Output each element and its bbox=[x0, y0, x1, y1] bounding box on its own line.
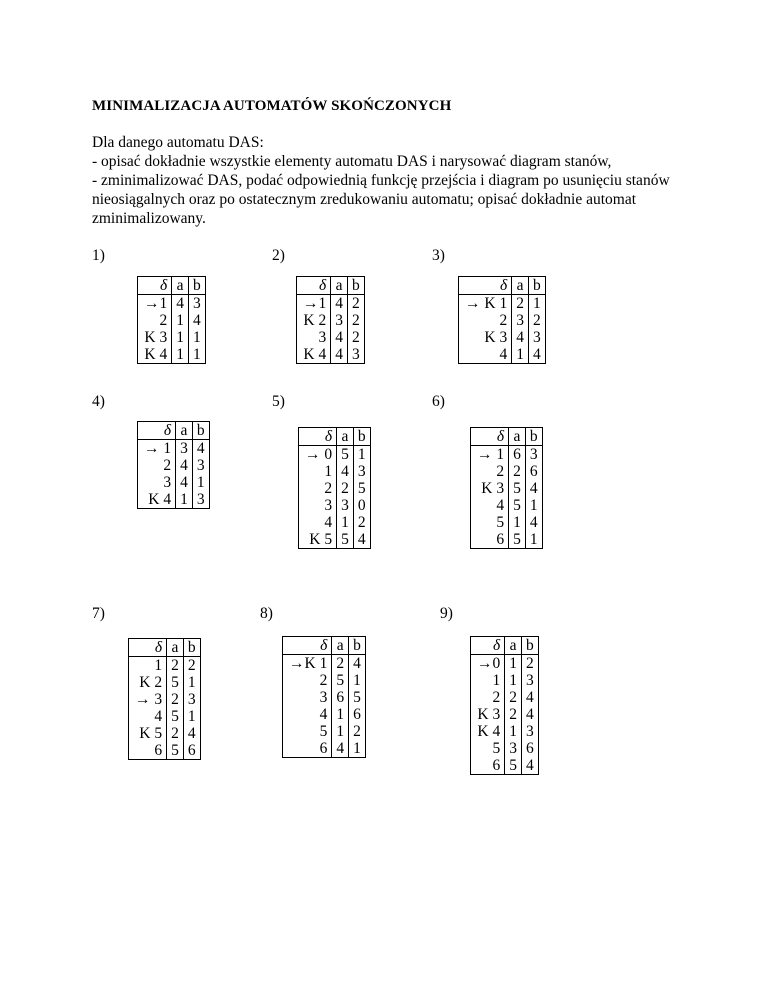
transition-cell: 4 bbox=[187, 725, 196, 742]
transition-cell: 5 bbox=[513, 497, 521, 514]
b-column bbox=[348, 295, 365, 364]
table-body-row bbox=[138, 440, 210, 509]
transition-cell: 2 bbox=[509, 689, 517, 706]
transition-cell: 3 bbox=[335, 312, 343, 329]
state-cell: K 3 bbox=[484, 329, 508, 346]
transition-cell: 4 bbox=[335, 329, 343, 346]
transition-cell: 2 bbox=[171, 657, 179, 674]
state-cell: K 3 bbox=[144, 329, 168, 346]
state-cell: → 1 bbox=[477, 446, 505, 463]
header-b: b bbox=[348, 277, 365, 295]
transition-cell: 1 bbox=[196, 474, 205, 491]
transition-cell: 5 bbox=[513, 531, 521, 548]
transition-table-2 bbox=[296, 276, 365, 364]
header-delta: δ bbox=[129, 639, 167, 657]
transition-cell: 1 bbox=[509, 655, 517, 672]
header-a: a bbox=[172, 277, 189, 295]
transition-cell: 2 bbox=[357, 514, 366, 531]
state-cell: 4 bbox=[319, 706, 328, 723]
transition-cell: 1 bbox=[529, 497, 538, 514]
transition-cell: 5 bbox=[171, 742, 179, 759]
transition-cell: 2 bbox=[352, 312, 360, 329]
state-cell: → 0 bbox=[305, 446, 333, 463]
b-column bbox=[349, 655, 366, 758]
transition-cell: 3 bbox=[352, 346, 360, 363]
header-delta: δ bbox=[283, 637, 332, 655]
table-header-row bbox=[138, 277, 206, 295]
state-cell: K 4 bbox=[144, 346, 168, 363]
header-b: b bbox=[353, 428, 370, 446]
table-header-row bbox=[471, 428, 543, 446]
state-cell: →1 bbox=[144, 295, 168, 312]
transition-cell: 2 bbox=[171, 725, 179, 742]
transition-cell: 1 bbox=[513, 514, 521, 531]
header-a: a bbox=[167, 639, 184, 657]
b-column bbox=[183, 657, 200, 760]
state-cell: 5 bbox=[492, 740, 501, 757]
transition-cell: 2 bbox=[171, 691, 179, 708]
transition-cell: 2 bbox=[336, 655, 345, 672]
a-column bbox=[176, 440, 193, 509]
state-column bbox=[297, 295, 331, 364]
state-cell: 2 bbox=[499, 312, 508, 329]
state-cell: 2 bbox=[163, 457, 172, 474]
state-cell: 4 bbox=[324, 514, 333, 531]
table-header-row bbox=[283, 637, 366, 655]
state-cell: 6 bbox=[496, 531, 505, 548]
transition-cell: 1 bbox=[176, 312, 184, 329]
transition-cell: 2 bbox=[187, 657, 196, 674]
transition-cell: 3 bbox=[509, 740, 517, 757]
state-column bbox=[129, 657, 167, 760]
state-column bbox=[283, 655, 332, 758]
a-column bbox=[332, 655, 349, 758]
transition-cell: 2 bbox=[526, 655, 534, 672]
state-cell: K 5 bbox=[139, 725, 163, 742]
transition-cell: 4 bbox=[529, 480, 538, 497]
exercise-number-3: 3) bbox=[432, 247, 445, 264]
header-a: a bbox=[505, 637, 522, 655]
exercise-number-8: 8) bbox=[260, 605, 273, 622]
transition-cell: 3 bbox=[516, 312, 524, 329]
state-cell: → 1 bbox=[144, 440, 172, 457]
transition-table-5 bbox=[298, 427, 371, 549]
state-cell: →K 1 bbox=[289, 655, 328, 672]
state-cell: 4 bbox=[154, 708, 163, 725]
state-cell: 6 bbox=[492, 757, 501, 774]
table-body-row bbox=[459, 295, 546, 364]
instruction-line: - zminimalizować DAS, podać odpowiednią funkcję przejścia i diagram po usunięciu stanów bbox=[92, 172, 670, 189]
transition-cell: 5 bbox=[336, 672, 345, 689]
state-cell: K 4 bbox=[303, 346, 327, 363]
b-column bbox=[189, 295, 206, 364]
transition-cell: 1 bbox=[176, 329, 184, 346]
transition-cell: 4 bbox=[526, 706, 534, 723]
state-cell: 2 bbox=[492, 689, 501, 706]
transition-cell: 1 bbox=[193, 346, 201, 363]
transition-table-8 bbox=[282, 636, 366, 758]
transition-cell: 1 bbox=[516, 346, 524, 363]
table-body-row bbox=[471, 446, 543, 549]
b-column bbox=[192, 440, 209, 509]
header-b: b bbox=[528, 277, 545, 295]
header-a: a bbox=[337, 428, 354, 446]
header-b: b bbox=[189, 277, 206, 295]
transition-cell: 5 bbox=[171, 708, 179, 725]
state-cell: K 2 bbox=[139, 674, 163, 691]
transition-cell: 1 bbox=[176, 346, 184, 363]
transition-cell: 6 bbox=[526, 740, 534, 757]
transition-cell: 4 bbox=[516, 329, 524, 346]
header-delta: δ bbox=[297, 277, 331, 295]
state-cell: K 4 bbox=[148, 491, 172, 508]
state-cell: 1 bbox=[154, 657, 163, 674]
state-cell: 2 bbox=[159, 312, 168, 329]
exercise-number-1: 1) bbox=[92, 247, 105, 264]
transition-cell: 4 bbox=[180, 457, 188, 474]
transition-cell: 2 bbox=[509, 706, 517, 723]
transition-cell: 4 bbox=[335, 346, 343, 363]
transition-cell: 5 bbox=[509, 757, 517, 774]
state-cell: 4 bbox=[499, 346, 508, 363]
transition-cell: 4 bbox=[529, 514, 538, 531]
transition-cell: 6 bbox=[513, 446, 521, 463]
transition-cell: 4 bbox=[193, 312, 201, 329]
b-column bbox=[528, 295, 545, 364]
header-delta: δ bbox=[471, 637, 505, 655]
transition-cell: 4 bbox=[526, 689, 534, 706]
state-cell: 6 bbox=[319, 740, 328, 757]
transition-cell: 2 bbox=[353, 723, 361, 740]
header-b: b bbox=[183, 639, 200, 657]
transition-cell: 6 bbox=[529, 463, 538, 480]
table-body-row bbox=[297, 295, 365, 364]
a-column bbox=[337, 446, 354, 549]
state-cell: → K 1 bbox=[465, 295, 508, 312]
transition-cell: 0 bbox=[357, 497, 366, 514]
transition-cell: 1 bbox=[341, 514, 349, 531]
table-body-row bbox=[299, 446, 371, 549]
transition-cell: 3 bbox=[196, 457, 205, 474]
transition-cell: 2 bbox=[352, 295, 360, 312]
state-cell: 6 bbox=[154, 742, 163, 759]
state-cell: K 4 bbox=[477, 723, 501, 740]
transition-cell: 4 bbox=[341, 463, 349, 480]
transition-cell: 4 bbox=[176, 295, 184, 312]
transition-cell: 5 bbox=[353, 689, 361, 706]
instruction-line: zminimalizowany. bbox=[92, 210, 206, 227]
table-body-row bbox=[283, 655, 366, 758]
header-a: a bbox=[176, 422, 193, 440]
header-a: a bbox=[331, 277, 348, 295]
table-body-row bbox=[471, 655, 539, 775]
transition-cell: 6 bbox=[187, 742, 196, 759]
transition-cell: 3 bbox=[529, 446, 538, 463]
header-delta: δ bbox=[471, 428, 509, 446]
table-body-row bbox=[129, 657, 201, 760]
table-header-row bbox=[138, 422, 210, 440]
transition-table-9 bbox=[470, 636, 539, 775]
transition-cell: 5 bbox=[171, 674, 179, 691]
transition-table-4 bbox=[137, 421, 210, 509]
state-column bbox=[459, 295, 512, 364]
state-cell: K 3 bbox=[481, 480, 505, 497]
exercise-number-5: 5) bbox=[272, 393, 285, 410]
header-delta: δ bbox=[459, 277, 512, 295]
transition-table-1 bbox=[137, 276, 206, 364]
state-column bbox=[138, 440, 176, 509]
exercise-number-9: 9) bbox=[440, 605, 453, 622]
a-column bbox=[512, 295, 529, 364]
header-a: a bbox=[509, 428, 526, 446]
state-cell: → 3 bbox=[135, 691, 163, 708]
transition-table-7 bbox=[128, 638, 201, 760]
table-header-row bbox=[297, 277, 365, 295]
transition-cell: 3 bbox=[357, 463, 366, 480]
transition-cell: 4 bbox=[353, 655, 361, 672]
exercise-number-6: 6) bbox=[432, 393, 445, 410]
transition-cell: 1 bbox=[336, 723, 345, 740]
b-column bbox=[525, 446, 542, 549]
header-a: a bbox=[512, 277, 529, 295]
state-cell: K 5 bbox=[309, 531, 333, 548]
state-cell: 3 bbox=[318, 329, 327, 346]
state-column bbox=[299, 446, 337, 549]
transition-cell: 1 bbox=[187, 708, 196, 725]
exercise-number-4: 4) bbox=[92, 393, 105, 410]
state-column bbox=[471, 655, 505, 775]
header-b: b bbox=[349, 637, 366, 655]
page-title: MINIMALIZACJA AUTOMATÓW SKOŃCZONYCH bbox=[92, 98, 452, 114]
a-column bbox=[509, 446, 526, 549]
state-cell: 1 bbox=[492, 672, 501, 689]
state-cell: 2 bbox=[319, 672, 328, 689]
transition-cell: 6 bbox=[353, 706, 361, 723]
state-cell: 5 bbox=[496, 514, 505, 531]
transition-cell: 2 bbox=[341, 480, 349, 497]
transition-cell: 3 bbox=[526, 723, 534, 740]
header-a: a bbox=[332, 637, 349, 655]
header-delta: δ bbox=[299, 428, 337, 446]
transition-cell: 4 bbox=[532, 346, 541, 363]
a-column bbox=[167, 657, 184, 760]
transition-cell: 4 bbox=[357, 531, 366, 548]
state-cell: 1 bbox=[324, 463, 333, 480]
state-cell: 3 bbox=[163, 474, 172, 491]
transition-cell: 2 bbox=[352, 329, 360, 346]
state-cell: 2 bbox=[496, 463, 505, 480]
transition-cell: 3 bbox=[180, 440, 188, 457]
transition-cell: 2 bbox=[532, 312, 541, 329]
transition-cell: 5 bbox=[513, 480, 521, 497]
transition-cell: 1 bbox=[353, 740, 361, 757]
instruction-line: nieosiągalnych oraz po ostatecznym zredukowaniu automatu; opisać dokładnie automat bbox=[92, 191, 637, 208]
state-cell: →0 bbox=[477, 655, 501, 672]
transition-cell: 4 bbox=[335, 295, 343, 312]
transition-cell: 5 bbox=[357, 480, 366, 497]
transition-cell: 4 bbox=[336, 740, 345, 757]
state-cell: 3 bbox=[324, 497, 333, 514]
state-cell: →1 bbox=[303, 295, 327, 312]
b-column bbox=[522, 655, 539, 775]
transition-cell: 4 bbox=[180, 474, 188, 491]
transition-cell: 3 bbox=[187, 691, 196, 708]
header-delta: δ bbox=[138, 422, 176, 440]
transition-cell: 3 bbox=[341, 497, 349, 514]
header-b: b bbox=[522, 637, 539, 655]
transition-cell: 5 bbox=[341, 446, 349, 463]
transition-cell: 1 bbox=[353, 672, 361, 689]
instruction-line: - opisać dokładnie wszystkie elementy automatu DAS i narysować diagram stanów, bbox=[92, 153, 612, 170]
instruction-line: Dla danego automatu DAS: bbox=[92, 134, 264, 151]
transition-cell: 5 bbox=[341, 531, 349, 548]
transition-cell: 3 bbox=[196, 491, 205, 508]
state-column bbox=[471, 446, 509, 549]
transition-cell: 1 bbox=[529, 531, 538, 548]
transition-cell: 6 bbox=[336, 689, 345, 706]
state-cell: 5 bbox=[319, 723, 328, 740]
table-header-row bbox=[459, 277, 546, 295]
state-cell: 4 bbox=[496, 497, 505, 514]
transition-cell: 1 bbox=[509, 672, 517, 689]
a-column bbox=[505, 655, 522, 775]
transition-cell: 1 bbox=[357, 446, 366, 463]
state-cell: 2 bbox=[324, 480, 333, 497]
a-column bbox=[331, 295, 348, 364]
transition-cell: 3 bbox=[532, 329, 541, 346]
table-header-row bbox=[299, 428, 371, 446]
state-cell: K 2 bbox=[303, 312, 327, 329]
transition-cell: 4 bbox=[196, 440, 205, 457]
exercise-number-7: 7) bbox=[92, 605, 105, 622]
state-cell: 3 bbox=[319, 689, 328, 706]
a-column bbox=[172, 295, 189, 364]
transition-cell: 4 bbox=[526, 757, 534, 774]
b-column bbox=[353, 446, 370, 549]
transition-table-3 bbox=[458, 276, 546, 364]
transition-cell: 3 bbox=[193, 295, 201, 312]
header-b: b bbox=[525, 428, 542, 446]
exercise-number-2: 2) bbox=[272, 247, 285, 264]
header-delta: δ bbox=[138, 277, 172, 295]
transition-cell: 1 bbox=[509, 723, 517, 740]
table-header-row bbox=[129, 639, 201, 657]
header-b: b bbox=[192, 422, 209, 440]
task-instructions bbox=[92, 133, 732, 228]
transition-cell: 1 bbox=[336, 706, 345, 723]
transition-cell: 1 bbox=[532, 295, 541, 312]
table-body-row bbox=[138, 295, 206, 364]
transition-cell: 3 bbox=[526, 672, 534, 689]
table-header-row bbox=[471, 637, 539, 655]
state-column bbox=[138, 295, 172, 364]
transition-cell: 2 bbox=[513, 463, 521, 480]
transition-cell: 2 bbox=[516, 295, 524, 312]
transition-cell: 1 bbox=[193, 329, 201, 346]
transition-table-6 bbox=[470, 427, 543, 549]
state-cell: K 3 bbox=[477, 706, 501, 723]
transition-cell: 1 bbox=[180, 491, 188, 508]
transition-cell: 1 bbox=[187, 674, 196, 691]
